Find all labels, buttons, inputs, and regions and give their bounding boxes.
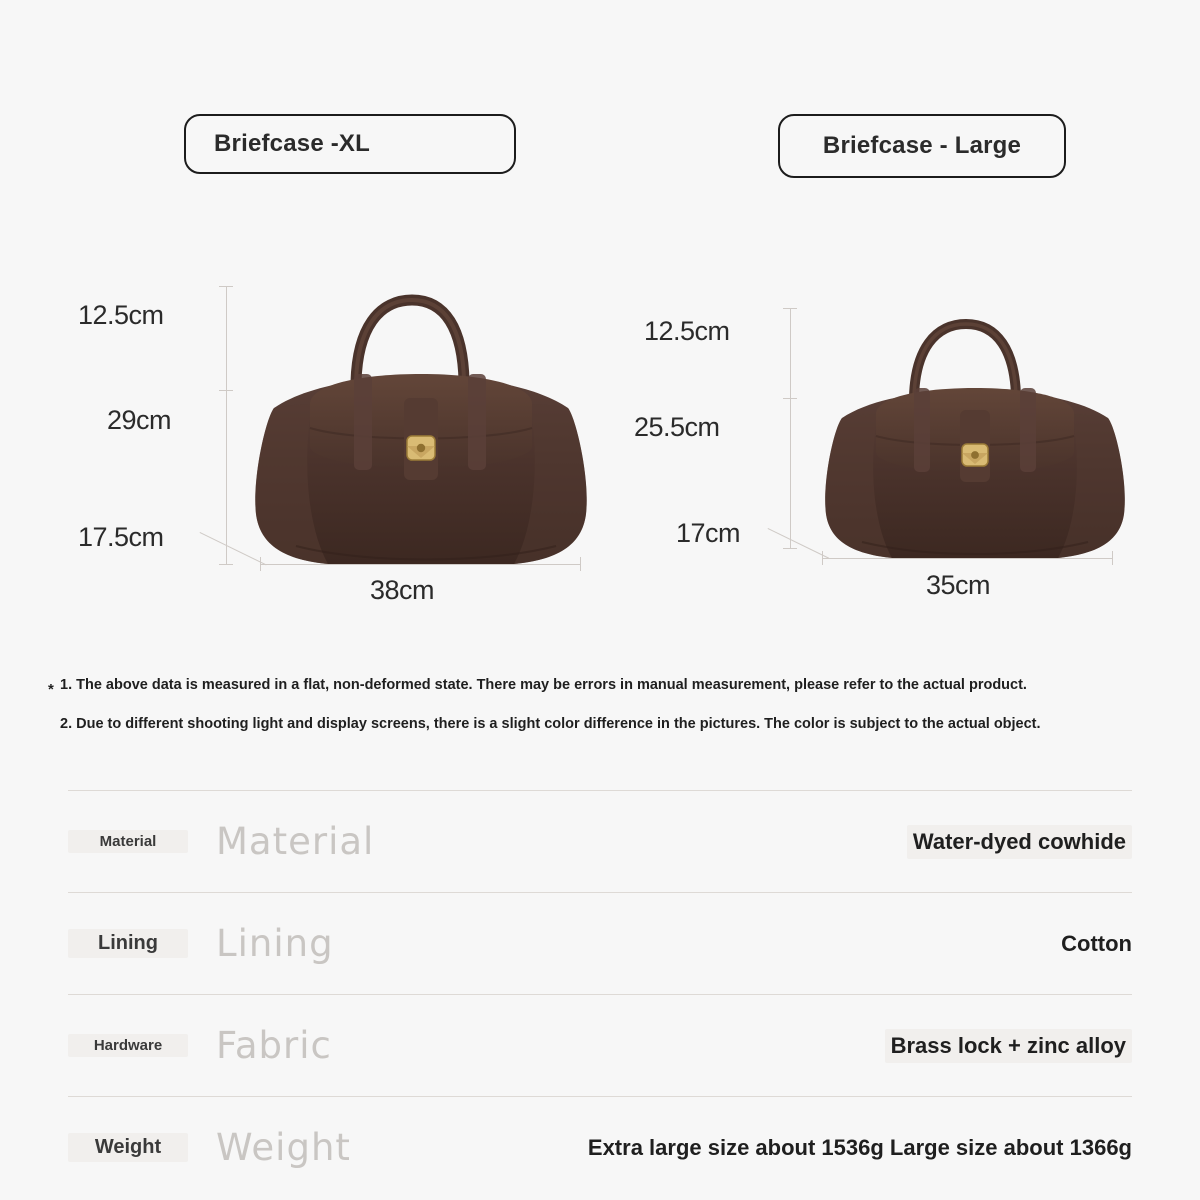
spec-key-hardware: Hardware <box>68 1034 188 1057</box>
label-handle-height-large: 12.5cm <box>644 316 730 346</box>
label-body-height-large: 25.5cm <box>634 412 720 442</box>
spec-key-lining: Lining <box>68 929 188 958</box>
footnote-1: 1. The above data is measured in a flat, non-deformed state. There may be errors in manual measurement, please refer to the actual product. <box>60 677 1027 693</box>
product-figure-large <box>630 290 1170 630</box>
footnote-2: 2. Due to different shooting light and display screens, there is a slight color difference in the pictures. The color is subject to the actual object. <box>60 715 1041 732</box>
spec-value-hardware: Brass lock + zinc alloy <box>885 1029 1132 1063</box>
dimension-tick-top-xl <box>219 286 233 287</box>
dimension-tick-mid-large <box>783 398 797 399</box>
dimension-tick-mid-xl <box>219 390 233 391</box>
spec-value-material: Water-dyed cowhide <box>907 825 1132 859</box>
spec-ghost-hardware: Fabric <box>216 1024 332 1067</box>
footnote-marker: * <box>48 681 54 698</box>
spec-row-hardware <box>68 994 1132 1096</box>
spec-ghost-material: Material <box>216 820 375 863</box>
spec-row-weight <box>68 1096 1132 1198</box>
spec-table <box>68 790 1132 1198</box>
label-body-height-xl: 29cm <box>107 405 172 435</box>
label-depth-large: 17cm <box>676 518 741 548</box>
title-pill-xl-label: Briefcase -XL <box>214 130 370 157</box>
spec-ghost-lining: Lining <box>216 922 334 965</box>
title-pill-large <box>778 114 1066 178</box>
footnotes <box>48 672 1078 738</box>
product-figure-xl <box>60 260 620 630</box>
briefcase-large-illustration <box>810 306 1140 561</box>
briefcase-xl-illustration <box>236 278 606 570</box>
spec-value-lining: Cotton <box>1061 930 1132 956</box>
dimension-tick-bottom-large <box>783 548 797 549</box>
label-handle-height-xl: 12.5cm <box>78 300 164 330</box>
spec-ghost-weight: Weight <box>216 1126 351 1169</box>
spec-row-material <box>68 790 1132 892</box>
dimension-tick-bottom-xl <box>219 564 233 565</box>
spec-value-weight: Extra large size about 1536g Large size about 1366g <box>587 1134 1132 1160</box>
label-width-large: 35cm <box>926 570 991 600</box>
dimension-guide-vertical-xl <box>226 286 227 564</box>
label-width-xl: 38cm <box>370 575 435 605</box>
spec-row-lining <box>68 892 1132 994</box>
title-pill-xl <box>184 114 516 174</box>
label-depth-xl: 17.5cm <box>78 522 164 552</box>
dimension-guide-vertical-large <box>790 308 791 548</box>
dimension-tick-top-large <box>783 308 797 309</box>
title-pill-large-label: Briefcase - Large <box>822 132 1022 159</box>
spec-key-weight: Weight <box>68 1133 188 1162</box>
spec-key-material: Material <box>68 830 188 853</box>
